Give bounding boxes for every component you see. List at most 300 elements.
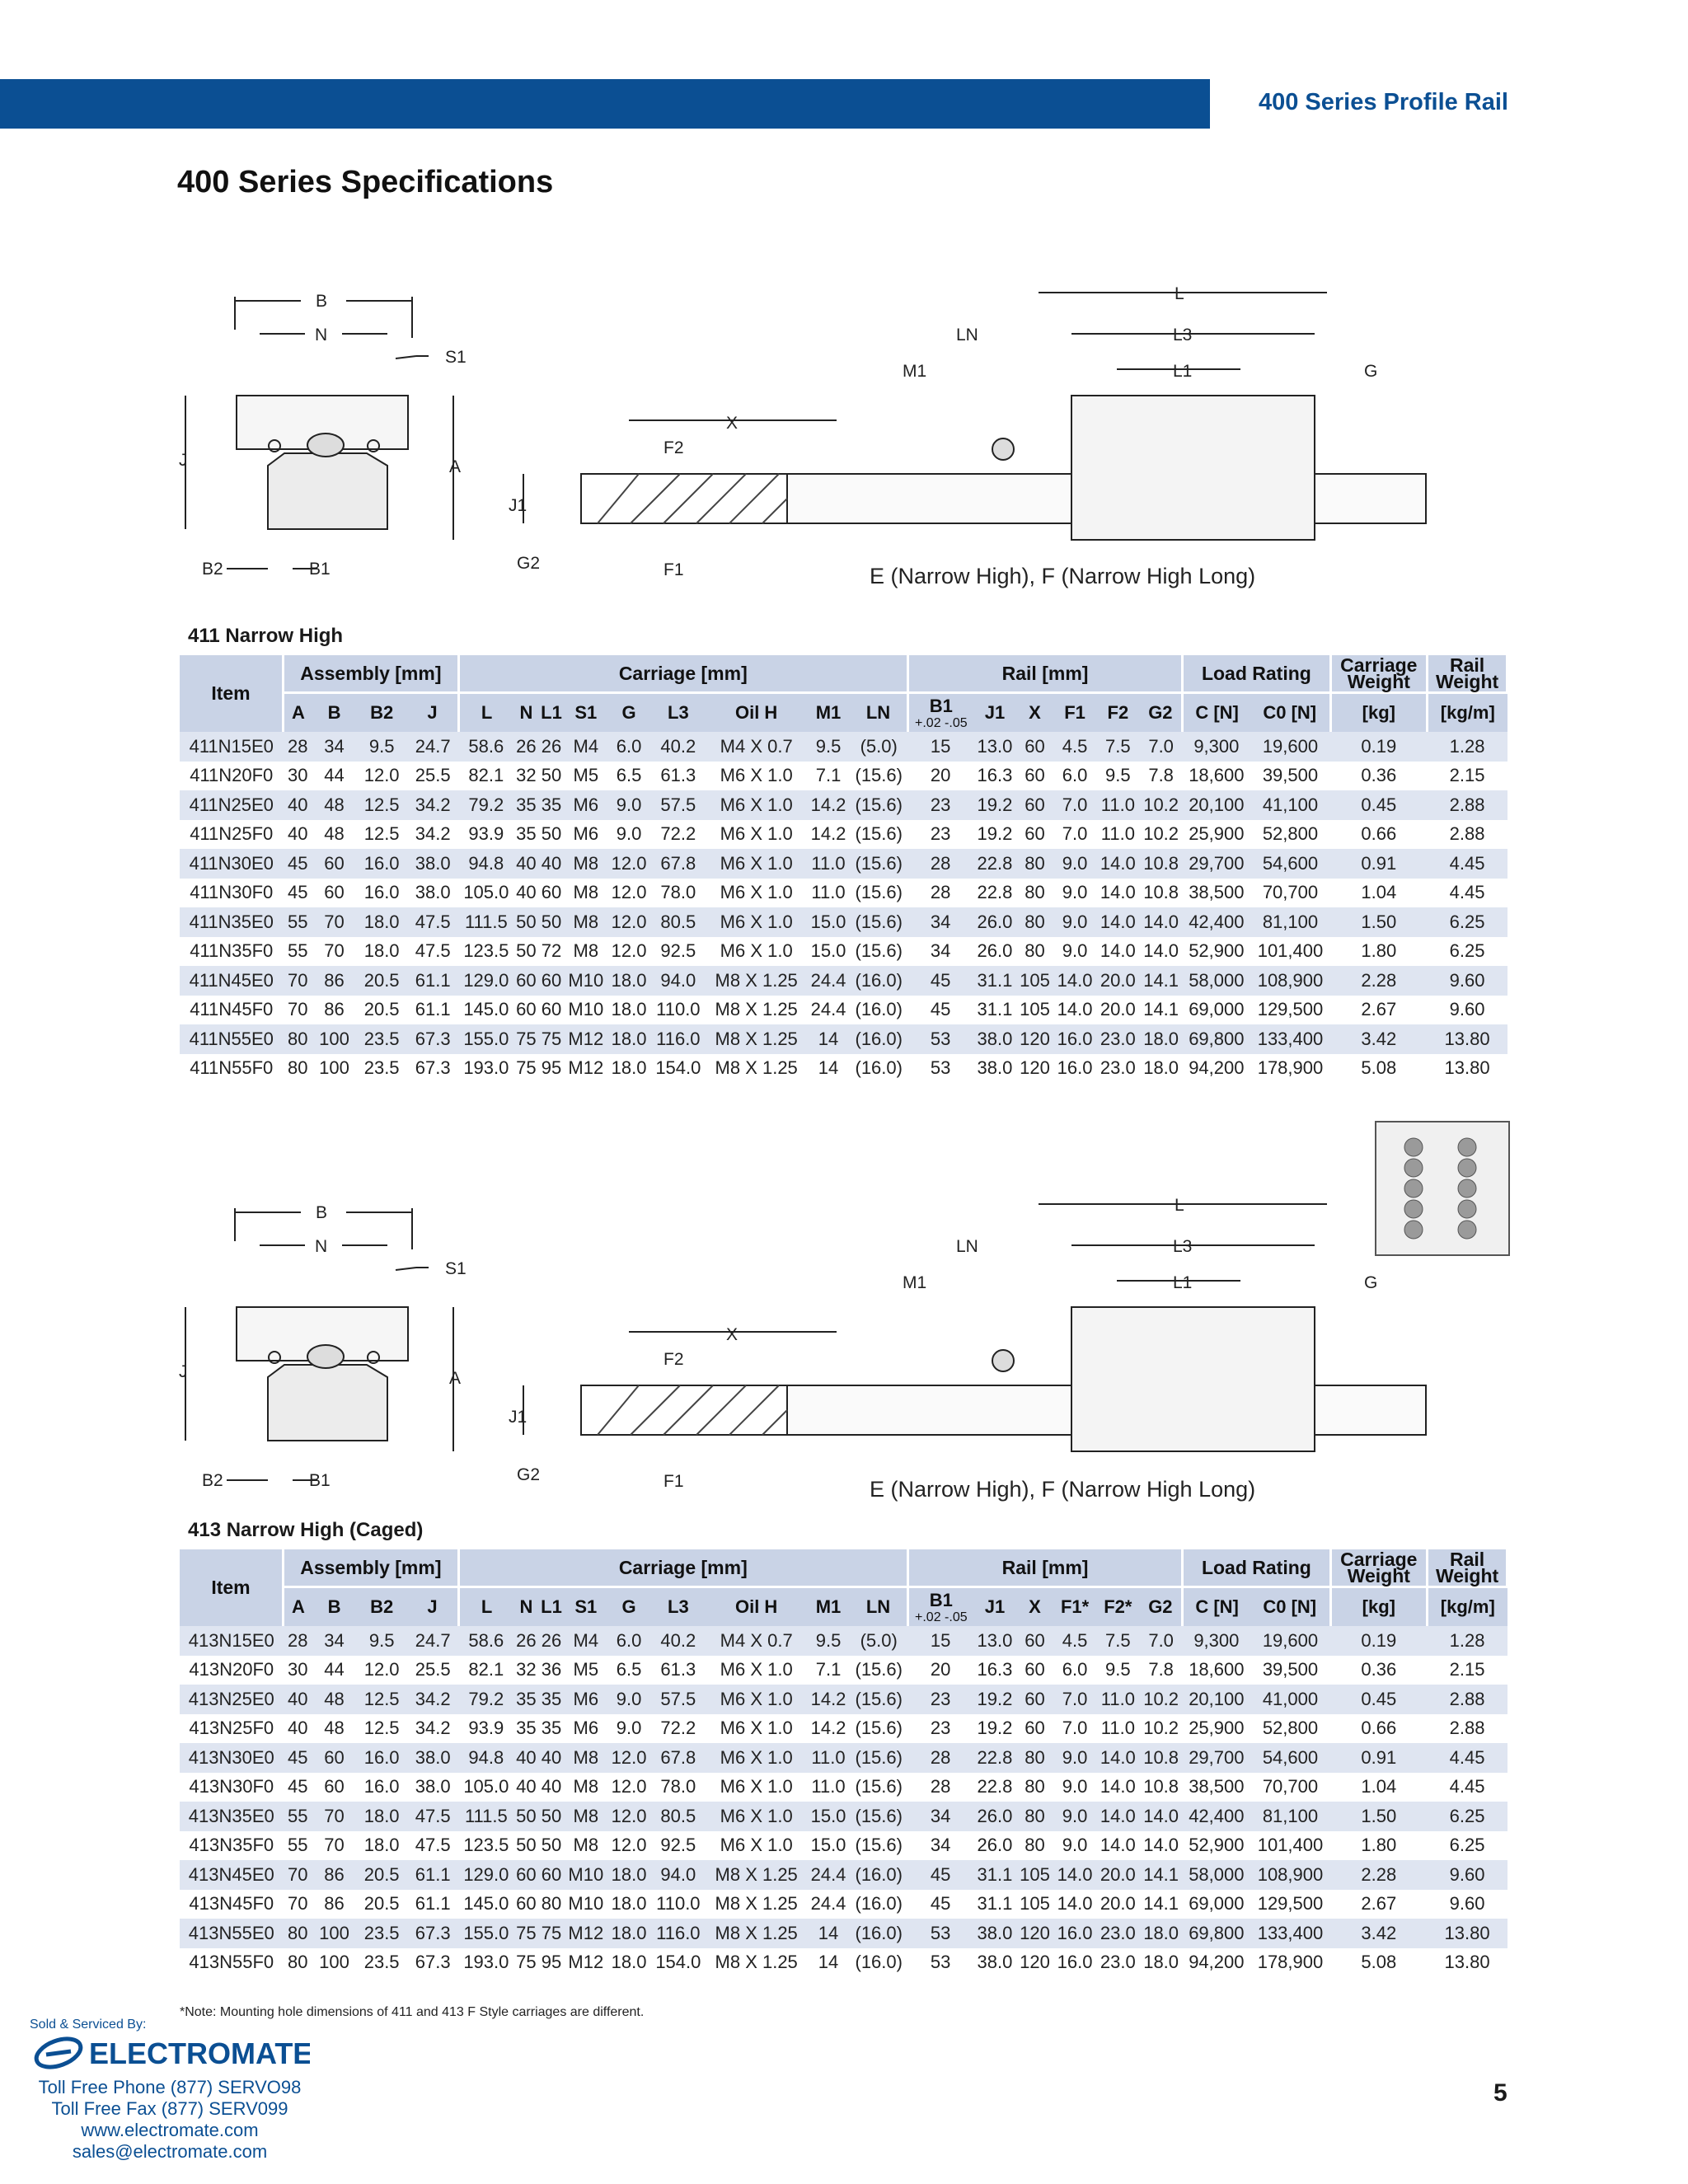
table-cell: 105 — [1016, 1890, 1053, 1919]
col-group-carriage: Carriage [mm] — [458, 655, 907, 693]
drawing-411 — [169, 280, 1529, 593]
table-cell: 25,900 — [1183, 1714, 1250, 1744]
table-cell: 14.0 — [1096, 907, 1139, 937]
dim-s1-label: S1 — [445, 348, 467, 367]
table-cell: 19,600 — [1250, 1626, 1330, 1656]
table-cell: 0.45 — [1330, 790, 1428, 820]
table-cell: 45 — [907, 1860, 973, 1890]
table-cell: 40 — [284, 1685, 312, 1714]
table-cell: (16.0) — [850, 1919, 907, 1948]
col-g: G — [607, 693, 650, 733]
table-cell: 24.7 — [407, 732, 458, 762]
table-cell: 13.80 — [1428, 1919, 1507, 1948]
col-j1: J1 — [973, 693, 1016, 733]
table-cell: 9.0 — [607, 1714, 650, 1744]
dim-f1-label: F1 — [663, 560, 684, 579]
table-cell: 72.2 — [650, 820, 706, 850]
table-cell: 69,000 — [1183, 1890, 1250, 1919]
table-cell: 24.4 — [807, 1860, 850, 1890]
table-row — [180, 879, 1507, 908]
table-cell: 60 — [1016, 1714, 1053, 1744]
table-cell: 12.0 — [607, 1743, 650, 1773]
dim-f2-label: F2 — [663, 438, 684, 457]
table-cell: 11.0 — [1096, 1714, 1139, 1744]
table-cell: 120 — [1016, 1024, 1053, 1054]
item-code-cell: 411N25F0 — [180, 820, 284, 850]
table-cell: 38.0 — [407, 849, 458, 879]
dim-g2-label: G2 — [517, 1465, 541, 1484]
table-cell: 80 — [1016, 849, 1053, 879]
contact-block — [30, 2077, 310, 2163]
table-cell: 20.0 — [1096, 996, 1139, 1025]
table-cell: 23.5 — [356, 1919, 407, 1948]
table-cell: 94,200 — [1183, 1948, 1250, 1978]
table-cell: 78.0 — [650, 879, 706, 908]
table-cell: M5 — [565, 762, 607, 791]
table-cell: 129,500 — [1250, 996, 1330, 1025]
table-cell: 110.0 — [650, 1890, 706, 1919]
table-cell: 40 — [284, 820, 312, 850]
col-m1: M1 — [807, 1587, 850, 1627]
dim-j-label: J — [179, 1362, 188, 1381]
table-cell: 60 — [312, 1743, 356, 1773]
table-cell: 61.1 — [407, 1860, 458, 1890]
table-cell: 28 — [284, 732, 312, 762]
table-cell: 80 — [1016, 1831, 1053, 1861]
table-cell: 14 — [807, 1948, 850, 1978]
table-cell: 14.0 — [1139, 937, 1182, 967]
table-cell: 11.0 — [1096, 790, 1139, 820]
table-cell: 50 — [538, 762, 564, 791]
col-oil-h: Oil H — [706, 693, 806, 733]
table-cell: 60 — [513, 996, 538, 1025]
table-cell: 14 — [807, 1054, 850, 1084]
table-cell: 116.0 — [650, 1024, 706, 1054]
col-n: N — [513, 1587, 538, 1627]
table-cell: 60 — [538, 996, 564, 1025]
item-code-cell: 413N25E0 — [180, 1685, 284, 1714]
table-cell: 60 — [538, 966, 564, 996]
col-group-carriage-weight: Carriage Weight — [1330, 655, 1428, 693]
item-code-cell: 413N30F0 — [180, 1773, 284, 1802]
table-cell: 67.3 — [407, 1919, 458, 1948]
table-cell: 80 — [284, 1948, 312, 1978]
table-cell: 145.0 — [458, 1890, 513, 1919]
col-item: Item — [180, 1549, 284, 1626]
col-f1: F1* — [1053, 1587, 1096, 1627]
table-cell: 95 — [538, 1948, 564, 1978]
col-b2: B2 — [356, 1587, 407, 1627]
table-cell: 9.0 — [1053, 907, 1096, 937]
table-row — [180, 1948, 1507, 1978]
table-cell: 34.2 — [407, 790, 458, 820]
table-cell: 154.0 — [650, 1948, 706, 1978]
col-group-rail-weight: Rail Weight — [1428, 1549, 1507, 1587]
table-cell: 23.5 — [356, 1948, 407, 1978]
dim-n-label: N — [315, 1237, 328, 1256]
table-cell: 16.0 — [356, 879, 407, 908]
table-cell: 23.0 — [1096, 1919, 1139, 1948]
table-cell: 57.5 — [650, 790, 706, 820]
table-cell: 38.0 — [407, 1743, 458, 1773]
dim-b-label: B — [316, 292, 328, 311]
col-a: A — [284, 693, 312, 733]
website-link[interactable]: www.electromate.com — [81, 2120, 259, 2140]
table-cell: 9.60 — [1428, 996, 1507, 1025]
table-cell: 18.0 — [607, 1860, 650, 1890]
table-cell: 50 — [538, 820, 564, 850]
table-cell: (16.0) — [850, 1890, 907, 1919]
table-cell: 6.0 — [607, 1626, 650, 1656]
table-cell: 79.2 — [458, 1685, 513, 1714]
table-row — [180, 1024, 1507, 1054]
table-cell: 24.7 — [407, 1626, 458, 1656]
col-l: L — [458, 693, 513, 733]
table-cell: 11.0 — [807, 1743, 850, 1773]
table-cell: 58,000 — [1183, 1860, 1250, 1890]
table-cell: 60 — [1016, 732, 1053, 762]
col-b1: B1 +.02 -.05 — [907, 1587, 973, 1627]
table-cell: 7.0 — [1053, 790, 1096, 820]
table-cell: 10.2 — [1139, 790, 1182, 820]
table-cell: 100 — [312, 1054, 356, 1084]
table-cell: 69,800 — [1183, 1919, 1250, 1948]
table-row — [180, 937, 1507, 967]
table-cell: 105 — [1016, 966, 1053, 996]
table-cell: M6 X 1.0 — [706, 879, 806, 908]
table-cell: 61.3 — [650, 1656, 706, 1685]
table-cell: M8 X 1.25 — [706, 1024, 806, 1054]
table-cell: 9.60 — [1428, 966, 1507, 996]
table-cell: 5.08 — [1330, 1054, 1428, 1084]
table-cell: 54,600 — [1250, 1743, 1330, 1773]
dim-m1-label: M1 — [903, 362, 927, 381]
table-cell: 34 — [907, 907, 973, 937]
table-cell: 24.4 — [807, 996, 850, 1025]
table-cell: 67.8 — [650, 1743, 706, 1773]
table-cell: M10 — [565, 1860, 607, 1890]
table-cell: 14.0 — [1096, 849, 1139, 879]
dim-l3-label: L3 — [1173, 326, 1193, 344]
table-cell: 93.9 — [458, 820, 513, 850]
table-cell: 154.0 — [650, 1054, 706, 1084]
table-cell: 7.1 — [807, 762, 850, 791]
table-cell: 19.2 — [973, 1685, 1016, 1714]
table-cell: 35 — [538, 1714, 564, 1744]
table-cell: 18,600 — [1183, 762, 1250, 791]
table-cell: 69,000 — [1183, 996, 1250, 1025]
table-cell: 82.1 — [458, 1656, 513, 1685]
table-cell: 1.28 — [1428, 1626, 1507, 1656]
col-ln: LN — [850, 1587, 907, 1627]
table-cell: 108,900 — [1250, 966, 1330, 996]
table-cell: 53 — [907, 1919, 973, 1948]
table-cell: 26 — [538, 732, 564, 762]
table-cell: 155.0 — [458, 1919, 513, 1948]
dim-g2-label: G2 — [517, 554, 541, 573]
col-b2: B2 — [356, 693, 407, 733]
table-cell: (15.6) — [850, 1802, 907, 1831]
table-cell: 26.0 — [973, 907, 1016, 937]
table-cell: 60 — [312, 849, 356, 879]
table-cell: (16.0) — [850, 1054, 907, 1084]
table-cell: 80.5 — [650, 907, 706, 937]
table-cell: 12.5 — [356, 1685, 407, 1714]
table-cell: 13.80 — [1428, 1948, 1507, 1978]
table-row — [180, 1831, 1507, 1861]
table-cell: (15.6) — [850, 907, 907, 937]
table-row — [180, 1773, 1507, 1802]
item-code-cell: 413N15E0 — [180, 1626, 284, 1656]
table-cell: 4.45 — [1428, 849, 1507, 879]
table-cell: 101,400 — [1250, 937, 1330, 967]
table-cell: 26 — [513, 1626, 538, 1656]
table-cell: 41,000 — [1250, 1685, 1330, 1714]
item-code-cell: 413N45F0 — [180, 1890, 284, 1919]
table-cell: 67.8 — [650, 849, 706, 879]
dim-j-label: J — [179, 451, 188, 470]
table-cell: 7.5 — [1096, 732, 1139, 762]
table-cell: 25.5 — [407, 1656, 458, 1685]
table-cell: 45 — [284, 879, 312, 908]
table-cell: 15 — [907, 1626, 973, 1656]
table-cell: 9.0 — [1053, 849, 1096, 879]
item-code-cell: 413N20F0 — [180, 1656, 284, 1685]
table-cell: 13.80 — [1428, 1024, 1507, 1054]
table-cell: M12 — [565, 1054, 607, 1084]
table-cell: 79.2 — [458, 790, 513, 820]
table-cell: 11.0 — [807, 1773, 850, 1802]
table-cell: 18.0 — [607, 1919, 650, 1948]
dim-l-label: L — [1175, 1196, 1184, 1215]
table-cell: 4.5 — [1053, 1626, 1096, 1656]
table-row — [180, 790, 1507, 820]
table-cell: 14.0 — [1053, 996, 1096, 1025]
table-cell: 123.5 — [458, 1831, 513, 1861]
dim-b-label: B — [316, 1203, 328, 1222]
table-cell: M4 X 0.7 — [706, 732, 806, 762]
end-view — [179, 292, 467, 579]
table-cell: 61.1 — [407, 966, 458, 996]
table-cell: 7.0 — [1139, 1626, 1182, 1656]
table-cell: 53 — [907, 1948, 973, 1978]
table-cell: M4 X 0.7 — [706, 1626, 806, 1656]
table-cell: 9.60 — [1428, 1890, 1507, 1919]
table-cell: 23 — [907, 820, 973, 850]
table-cell: 16.3 — [973, 762, 1016, 791]
table-cell: 70 — [284, 1860, 312, 1890]
table-cell: 9.0 — [607, 1685, 650, 1714]
dim-m1-label: M1 — [903, 1273, 927, 1292]
table-cell: 45 — [907, 966, 973, 996]
table-cell: 15.0 — [807, 907, 850, 937]
table-cell: 111.5 — [458, 1802, 513, 1831]
table-cell: 111.5 — [458, 907, 513, 937]
table-cell: 20.0 — [1096, 1860, 1139, 1890]
table-cell: 0.36 — [1330, 762, 1428, 791]
header-title: 400 Series Profile Rail — [1258, 89, 1508, 115]
table-cell: 61.3 — [650, 762, 706, 791]
table-cell: 50 — [513, 937, 538, 967]
table-cell: 20 — [907, 762, 973, 791]
table-row — [180, 1656, 1507, 1685]
item-code-cell: 411N15E0 — [180, 732, 284, 762]
table-cell: 47.5 — [407, 937, 458, 967]
table-cell: 54,600 — [1250, 849, 1330, 879]
col-kg: [kg] — [1330, 693, 1428, 733]
item-code-cell: 413N55E0 — [180, 1919, 284, 1948]
table-cell: 1.80 — [1330, 1831, 1428, 1861]
table-cell: 178,900 — [1250, 1948, 1330, 1978]
col-f2: F2 — [1096, 693, 1139, 733]
table-cell: 0.66 — [1330, 1714, 1428, 1744]
table-cell: M8 X 1.25 — [706, 1054, 806, 1084]
table-cell: 35 — [513, 820, 538, 850]
table-cell: M8 — [565, 879, 607, 908]
table-cell: (16.0) — [850, 1024, 907, 1054]
col-n: N — [513, 693, 538, 733]
table-cell: 52,800 — [1250, 1714, 1330, 1744]
table-cell: M6 X 1.0 — [706, 1714, 806, 1744]
col-c0: C0 [N] — [1250, 693, 1330, 733]
header-bar — [0, 79, 1210, 129]
table-row — [180, 820, 1507, 850]
table-cell: M6 — [565, 820, 607, 850]
table-cell: 94.8 — [458, 849, 513, 879]
table-cell: 24.4 — [807, 966, 850, 996]
table-cell: 16.3 — [973, 1656, 1016, 1685]
table-cell: 67.3 — [407, 1948, 458, 1978]
table-cell: 7.8 — [1139, 762, 1182, 791]
table-cell: 60 — [1016, 820, 1053, 850]
table-cell: 9.0 — [1053, 1802, 1096, 1831]
table-cell: M8 — [565, 1831, 607, 1861]
table-cell: 60 — [1016, 1626, 1053, 1656]
table-cell: 10.8 — [1139, 1773, 1182, 1802]
table-cell: 39,500 — [1250, 1656, 1330, 1685]
table-cell: 70,700 — [1250, 1773, 1330, 1802]
table-cell: 26.0 — [973, 1831, 1016, 1861]
table-cell: 48 — [312, 1714, 356, 1744]
col-s1: S1 — [565, 1587, 607, 1627]
table-cell: M8 X 1.25 — [706, 1919, 806, 1948]
table-cell: 80 — [1016, 879, 1053, 908]
table-cell: (16.0) — [850, 1948, 907, 1978]
table-cell: 11.0 — [1096, 820, 1139, 850]
table-cell: 18.0 — [607, 996, 650, 1025]
table-411-title: 411 Narrow High — [188, 625, 344, 647]
table-cell: 20.0 — [1096, 966, 1139, 996]
table-cell: 1.04 — [1330, 879, 1428, 908]
table-cell: 23 — [907, 1714, 973, 1744]
table-cell: 20.5 — [356, 1860, 407, 1890]
table-cell: 15.0 — [807, 1831, 850, 1861]
col-f2: F2* — [1096, 1587, 1139, 1627]
table-cell: 1.80 — [1330, 937, 1428, 967]
table-cell: 70 — [312, 937, 356, 967]
table-cell: 12.5 — [356, 1714, 407, 1744]
table-cell: 45 — [284, 1773, 312, 1802]
table-cell: 12.0 — [607, 1831, 650, 1861]
table-cell: 9.0 — [607, 790, 650, 820]
table-cell: 34.2 — [407, 820, 458, 850]
page-title: 400 Series Specifications — [177, 165, 554, 199]
table-cell: 9,300 — [1183, 1626, 1250, 1656]
table-cell: 28 — [284, 1626, 312, 1656]
table-row — [180, 1714, 1507, 1744]
table-cell: 45 — [284, 849, 312, 879]
table-cell: (15.6) — [850, 1656, 907, 1685]
table-cell: 28 — [907, 879, 973, 908]
table-cell: 6.0 — [1053, 762, 1096, 791]
table-cell: 2.15 — [1428, 762, 1507, 791]
table-cell: M12 — [565, 1024, 607, 1054]
table-cell: (15.6) — [850, 937, 907, 967]
table-cell: 40.2 — [650, 732, 706, 762]
email-link[interactable]: sales@electromate.com — [72, 2141, 268, 2162]
table-cell: M8 — [565, 937, 607, 967]
table-cell: 7.1 — [807, 1656, 850, 1685]
table-cell: 70,700 — [1250, 879, 1330, 908]
table-cell: 2.15 — [1428, 1656, 1507, 1685]
item-code-cell: 411N55F0 — [180, 1054, 284, 1084]
table-cell: 18.0 — [1139, 1054, 1182, 1084]
table-cell: M6 — [565, 1714, 607, 1744]
dim-b1-label: B1 — [309, 560, 331, 579]
table-cell: 40 — [513, 879, 538, 908]
table-cell: M6 X 1.0 — [706, 1802, 806, 1831]
table-cell: M8 — [565, 907, 607, 937]
dim-ln-label: LN — [956, 1237, 978, 1256]
table-cell: 100 — [312, 1919, 356, 1948]
col-g2: G2 — [1139, 1587, 1182, 1627]
table-cell: 3.42 — [1330, 1024, 1428, 1054]
table-cell: 120 — [1016, 1054, 1053, 1084]
table-cell: 80 — [284, 1919, 312, 1948]
table-cell: 94.0 — [650, 1860, 706, 1890]
item-code-cell: 411N20F0 — [180, 762, 284, 791]
table-cell: 9.0 — [1053, 879, 1096, 908]
table-cell: 16.0 — [356, 1773, 407, 1802]
table-cell: 20.5 — [356, 1890, 407, 1919]
col-s1: S1 — [565, 693, 607, 733]
table-cell: M8 — [565, 1743, 607, 1773]
table-cell: (15.6) — [850, 820, 907, 850]
table-cell: 22.8 — [973, 879, 1016, 908]
table-cell: 14.0 — [1096, 879, 1139, 908]
table-cell: 24.4 — [807, 1890, 850, 1919]
table-cell: 14.2 — [807, 1685, 850, 1714]
dim-f1-label: F1 — [663, 1472, 684, 1491]
table-cell: 34 — [907, 1831, 973, 1861]
table-cell: 14.1 — [1139, 1860, 1182, 1890]
col-group-assembly: Assembly [mm] — [284, 1549, 459, 1587]
table-cell: 30 — [284, 762, 312, 791]
table-cell: 70 — [312, 1802, 356, 1831]
table-cell: 45 — [907, 1890, 973, 1919]
table-row — [180, 1626, 1507, 1656]
table-cell: M6 X 1.0 — [706, 1831, 806, 1861]
table-cell: 9.5 — [1096, 1656, 1139, 1685]
table-cell: 4.5 — [1053, 732, 1096, 762]
table-cell: 4.45 — [1428, 879, 1507, 908]
table-cell: 12.0 — [607, 849, 650, 879]
table-cell: 2.88 — [1428, 1685, 1507, 1714]
table-cell: M4 — [565, 732, 607, 762]
table-cell: 95 — [538, 1054, 564, 1084]
table-cell: 10.2 — [1139, 1685, 1182, 1714]
table-cell: M8 X 1.25 — [706, 966, 806, 996]
